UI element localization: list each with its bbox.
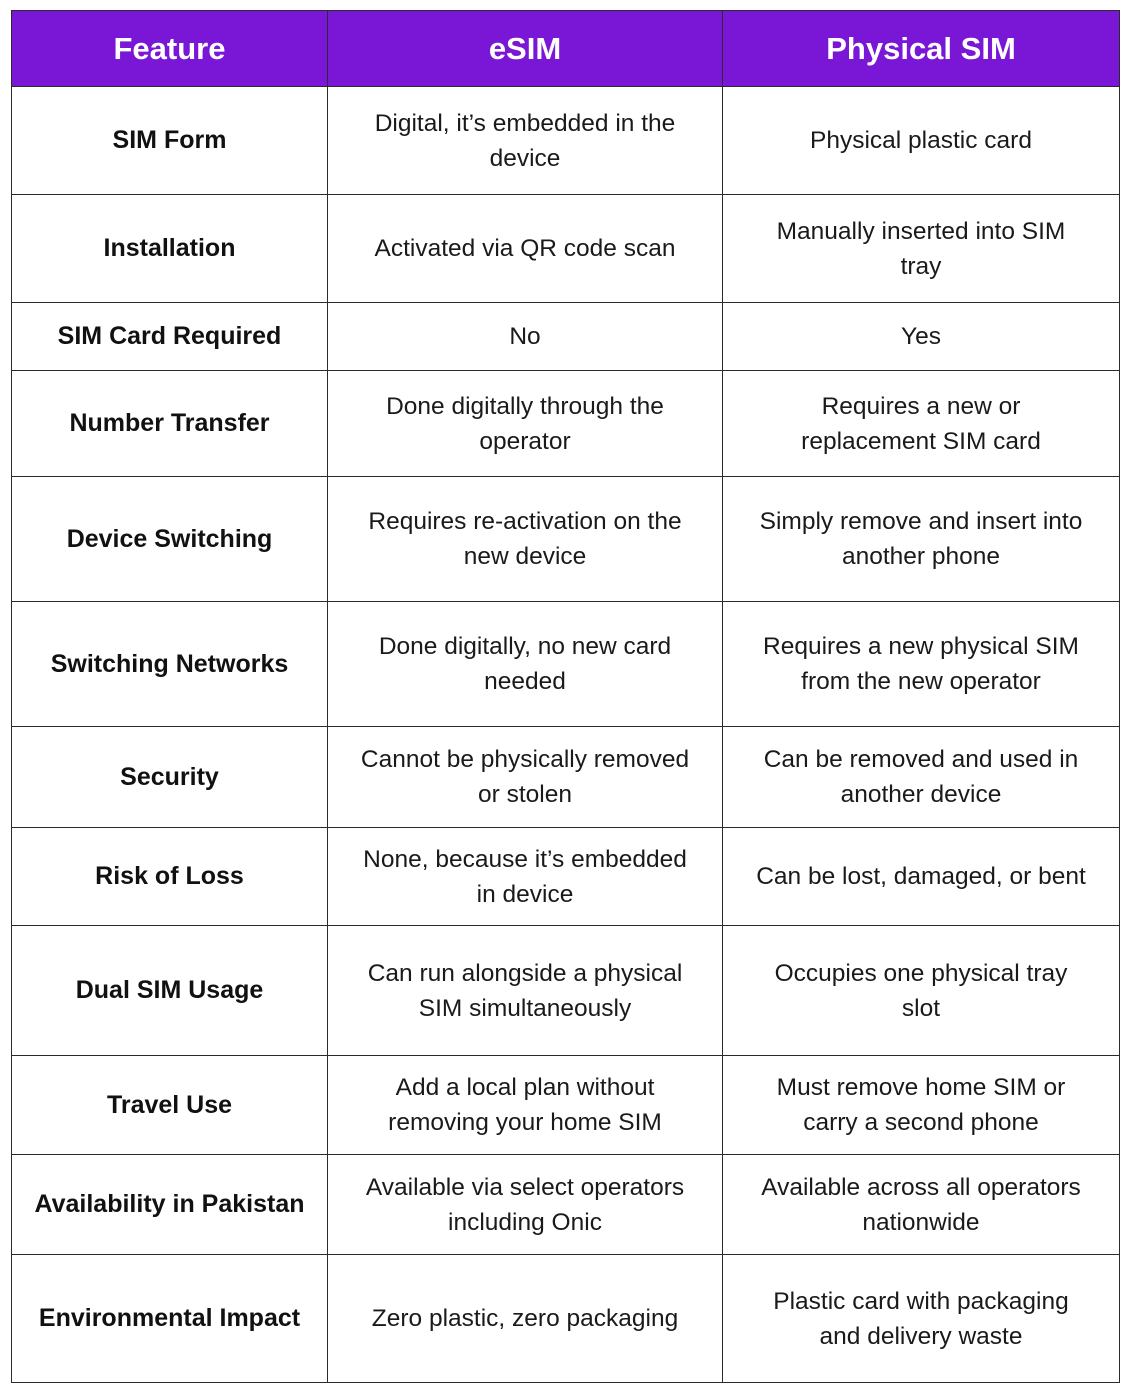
feature-cell: Switching Networks xyxy=(12,602,328,727)
physical-sim-cell: Manually inserted into SIM tray xyxy=(723,195,1120,303)
esim-vs-physical-sim-table xyxy=(11,10,1120,1383)
physical-sim-cell: Simply remove and insert into another phone xyxy=(723,477,1120,602)
feature-cell: Device Switching xyxy=(12,477,328,602)
esim-cell: Can run alongside a physical SIM simultaneously xyxy=(328,926,723,1056)
header-feature: Feature xyxy=(12,11,328,87)
feature-cell: Availability in Pakistan xyxy=(12,1155,328,1255)
feature-cell: Dual SIM Usage xyxy=(12,926,328,1056)
table-row xyxy=(12,926,1120,1056)
esim-cell: Zero plastic, zero packaging xyxy=(328,1255,723,1383)
physical-sim-cell: Requires a new or replacement SIM card xyxy=(723,371,1120,477)
physical-sim-cell: Yes xyxy=(723,303,1120,371)
table-row xyxy=(12,371,1120,477)
physical-sim-cell: Can be removed and used in another device xyxy=(723,727,1120,828)
esim-cell: Activated via QR code scan xyxy=(328,195,723,303)
feature-cell: Security xyxy=(12,727,328,828)
table-row xyxy=(12,1155,1120,1255)
physical-sim-cell: Available across all operators nationwide xyxy=(723,1155,1120,1255)
feature-cell: Travel Use xyxy=(12,1056,328,1155)
table-row xyxy=(12,602,1120,727)
table-row xyxy=(12,828,1120,926)
esim-cell: No xyxy=(328,303,723,371)
header-esim: eSIM xyxy=(328,11,723,87)
table-row xyxy=(12,195,1120,303)
feature-cell: Number Transfer xyxy=(12,371,328,477)
physical-sim-cell: Must remove home SIM or carry a second phone xyxy=(723,1056,1120,1155)
feature-cell: Environmental Impact xyxy=(12,1255,328,1383)
table-row xyxy=(12,303,1120,371)
esim-cell: Available via select operators including Onic xyxy=(328,1155,723,1255)
comparison-table-container xyxy=(11,10,1119,1383)
table-row xyxy=(12,727,1120,828)
physical-sim-cell: Can be lost, damaged, or bent xyxy=(723,828,1120,926)
esim-cell: Cannot be physically removed or stolen xyxy=(328,727,723,828)
feature-cell: SIM Card Required xyxy=(12,303,328,371)
esim-cell: None, because it’s embedded in device xyxy=(328,828,723,926)
table-row xyxy=(12,477,1120,602)
table-row xyxy=(12,1056,1120,1155)
physical-sim-cell: Requires a new physical SIM from the new operator xyxy=(723,602,1120,727)
physical-sim-cell: Occupies one physical tray slot xyxy=(723,926,1120,1056)
feature-cell: Installation xyxy=(12,195,328,303)
esim-cell: Done digitally, no new card needed xyxy=(328,602,723,727)
physical-sim-cell: Physical plastic card xyxy=(723,87,1120,195)
feature-cell: SIM Form xyxy=(12,87,328,195)
table-header-row xyxy=(12,11,1120,87)
esim-cell: Requires re-activation on the new device xyxy=(328,477,723,602)
feature-cell: Risk of Loss xyxy=(12,828,328,926)
header-physical-sim: Physical SIM xyxy=(723,11,1120,87)
table-row xyxy=(12,87,1120,195)
physical-sim-cell: Plastic card with packaging and delivery waste xyxy=(723,1255,1120,1383)
esim-cell: Digital, it’s embedded in the device xyxy=(328,87,723,195)
esim-cell: Done digitally through the operator xyxy=(328,371,723,477)
table-row xyxy=(12,1255,1120,1383)
esim-cell: Add a local plan without removing your home SIM xyxy=(328,1056,723,1155)
